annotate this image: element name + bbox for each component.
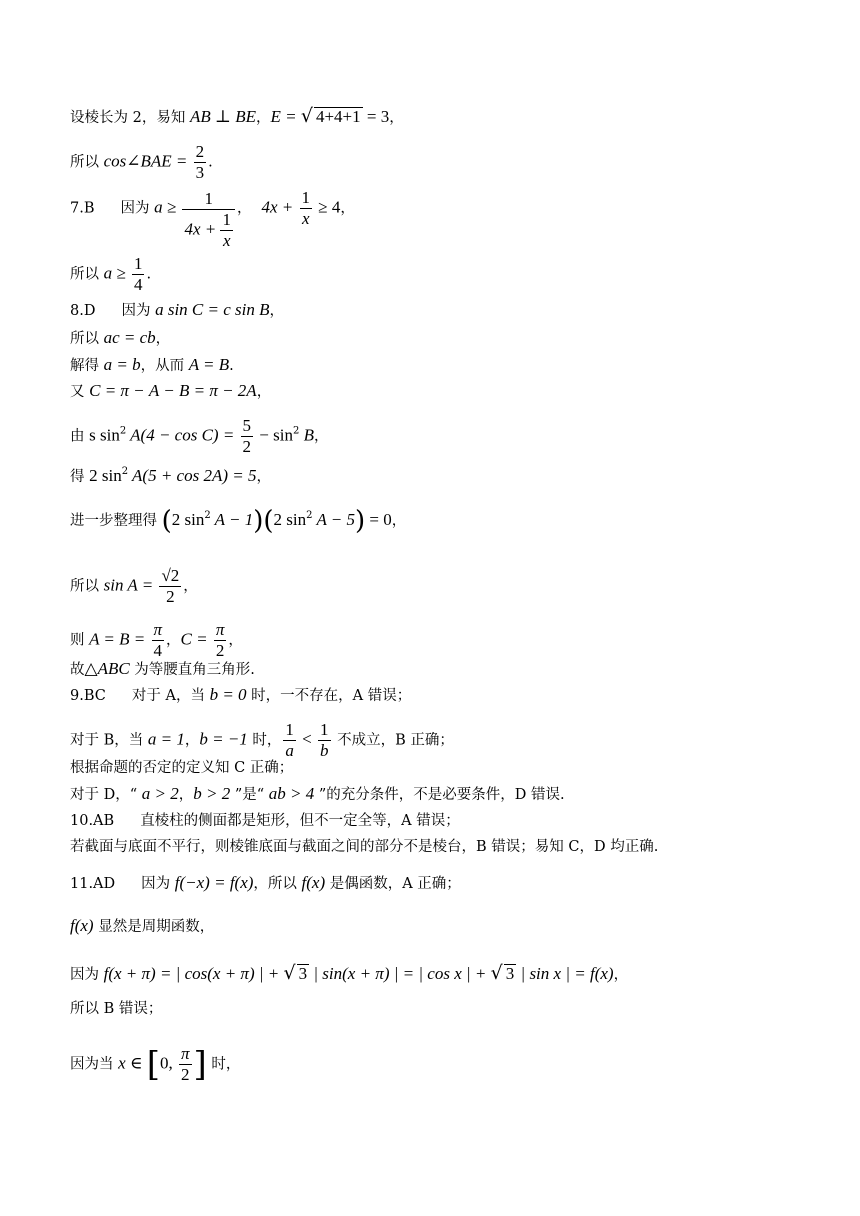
text: 所以 bbox=[70, 578, 104, 595]
exponent: 2 bbox=[306, 510, 313, 521]
numerator: √2 bbox=[161, 566, 180, 585]
radical-sign: √ bbox=[300, 105, 313, 127]
formula: x ∈ bbox=[118, 1053, 147, 1073]
fraction bbox=[132, 254, 145, 295]
solution-line bbox=[70, 916, 214, 937]
denominator: x bbox=[301, 209, 310, 228]
text: 进一步整理得 bbox=[70, 513, 162, 529]
solution-line bbox=[70, 142, 213, 183]
solution-line bbox=[70, 416, 329, 457]
solution-line bbox=[70, 328, 170, 349]
exponent: 2 bbox=[121, 466, 129, 477]
text: 所以 bbox=[70, 266, 104, 283]
question-label: 7.B bbox=[70, 200, 95, 217]
text: ， bbox=[184, 732, 200, 749]
denominator: 2 bbox=[166, 587, 175, 606]
text: 所以 bbox=[70, 331, 104, 347]
exponent: 2 bbox=[119, 425, 127, 437]
solution-line bbox=[70, 254, 151, 295]
text: 直棱柱的侧面都是矩形，但不一定全等，A 错误； bbox=[140, 813, 460, 829]
text: ， bbox=[391, 513, 407, 529]
formula: f(x + π) = | cos(x + π) | + bbox=[103, 964, 284, 983]
denominator: 2 bbox=[215, 641, 225, 660]
question-label: 8.D bbox=[70, 303, 96, 319]
numerator: 1 bbox=[222, 210, 231, 230]
right-paren: ) bbox=[253, 506, 264, 536]
fraction bbox=[182, 189, 235, 251]
text: 因为 bbox=[70, 967, 104, 983]
solution-line bbox=[70, 506, 407, 536]
radical-sign: √ bbox=[490, 962, 503, 984]
formula: A − 1 bbox=[210, 510, 254, 529]
denominator: 4 bbox=[153, 641, 163, 660]
solution-line bbox=[70, 837, 658, 857]
text: 根据命题的否定的定义知 C 正确； bbox=[70, 760, 294, 776]
text: 若截面与底面不平行，则棱锥底面与截面之间的部分不是棱台，B 错误；易知 C，D 均正确. bbox=[70, 839, 659, 855]
formula: △ABC bbox=[84, 659, 130, 678]
denominator bbox=[182, 210, 235, 251]
text: 故 bbox=[70, 662, 85, 678]
text: 显然是周期函数， bbox=[93, 919, 215, 935]
solution-line bbox=[70, 685, 411, 706]
fraction bbox=[300, 188, 313, 229]
text: ， bbox=[340, 200, 355, 217]
text: ”是“ bbox=[230, 787, 269, 803]
formula: 0, bbox=[160, 1053, 178, 1073]
formula: a ≥ bbox=[103, 263, 130, 283]
text: 则 bbox=[70, 632, 90, 649]
formula: < bbox=[297, 729, 317, 749]
exponent: 2 bbox=[292, 425, 300, 437]
formula: ab > 4 bbox=[268, 784, 315, 803]
text: 为等腰直角三角形. bbox=[129, 662, 255, 678]
text: 解得 bbox=[70, 358, 104, 374]
formula: a sin C = c sin B bbox=[155, 300, 270, 319]
question-label: 11.AD bbox=[70, 876, 116, 892]
solution-line bbox=[70, 999, 162, 1019]
formula: f(x) bbox=[301, 873, 326, 892]
text: 因为 bbox=[121, 303, 156, 319]
right-paren: ) bbox=[355, 506, 366, 536]
text: ， bbox=[389, 110, 404, 126]
text: ， bbox=[178, 787, 194, 803]
numerator: π bbox=[215, 620, 225, 639]
text: 所以 B 错误； bbox=[70, 1001, 163, 1017]
denominator: b bbox=[320, 741, 329, 760]
left-paren: ( bbox=[161, 506, 172, 536]
formula: ≥ 4 bbox=[314, 197, 341, 217]
text: ， bbox=[314, 428, 329, 445]
denominator: a bbox=[285, 741, 294, 760]
formula: a ≥ bbox=[154, 197, 181, 217]
formula: 2 sin bbox=[273, 510, 307, 529]
text: . bbox=[208, 154, 213, 171]
formula: 4x + bbox=[261, 197, 298, 217]
formula: b = −1 bbox=[199, 729, 248, 749]
text: 由 bbox=[70, 428, 90, 445]
formula: ac = cb bbox=[103, 328, 156, 347]
numerator: 1 bbox=[301, 188, 311, 207]
solution-line bbox=[70, 106, 404, 128]
formula: E = bbox=[270, 107, 301, 126]
text: ， bbox=[183, 578, 198, 595]
text: ， bbox=[256, 469, 271, 485]
formula: s sin bbox=[89, 425, 120, 445]
text: 对于 D，“ bbox=[70, 787, 142, 803]
text: ， bbox=[236, 200, 252, 217]
text: 时， bbox=[247, 732, 282, 749]
text: 因为 bbox=[141, 876, 175, 892]
solution-line bbox=[70, 355, 234, 376]
formula: | sin(x + π) | = | cos x | + bbox=[309, 964, 491, 983]
denominator: 3 bbox=[195, 163, 205, 182]
fraction bbox=[283, 720, 296, 761]
fraction bbox=[179, 1044, 192, 1085]
denominator: 4 bbox=[133, 275, 143, 294]
formula: f(−x) = f(x) bbox=[174, 873, 254, 892]
formula: B bbox=[299, 425, 314, 445]
formula: A = B = bbox=[89, 629, 150, 649]
left-bracket: [ bbox=[146, 1044, 161, 1085]
fraction bbox=[241, 416, 254, 457]
text: . bbox=[229, 358, 234, 374]
solution-line bbox=[70, 720, 454, 761]
numerator: 1 bbox=[285, 720, 294, 739]
exponent: 2 bbox=[204, 510, 211, 521]
fraction bbox=[159, 566, 181, 607]
formula: AB ⊥ BE bbox=[189, 107, 256, 126]
formula: b = 0 bbox=[209, 685, 247, 704]
numerator: 5 bbox=[242, 416, 252, 435]
text: ， bbox=[255, 110, 271, 126]
text: 所以 bbox=[70, 154, 104, 171]
formula: A(5 + cos 2A) = 5 bbox=[128, 466, 257, 485]
solution-line bbox=[70, 188, 355, 251]
text: 设棱长为 2，易知 bbox=[70, 110, 190, 126]
text: . bbox=[146, 266, 152, 283]
question-label: 9.BC bbox=[70, 688, 106, 704]
formula: C = π − A − B = π − 2A bbox=[89, 381, 257, 400]
fraction bbox=[220, 210, 233, 251]
text: ， bbox=[269, 303, 284, 319]
solution-line bbox=[70, 873, 461, 894]
solution-line bbox=[70, 758, 293, 778]
formula: 4x + bbox=[184, 219, 221, 239]
formula: 2 sin bbox=[89, 466, 122, 485]
solution-line bbox=[70, 566, 198, 607]
text: 因为 bbox=[120, 200, 155, 217]
formula: = 3 bbox=[362, 107, 390, 126]
formula: − sin bbox=[255, 425, 293, 445]
right-bracket: ] bbox=[193, 1044, 207, 1085]
radical-sign: √ bbox=[283, 962, 296, 984]
solution-line bbox=[70, 963, 628, 985]
formula: a = 1 bbox=[147, 729, 185, 749]
formula: = 0 bbox=[365, 510, 392, 529]
text: ，从而 bbox=[140, 358, 189, 374]
solution-line bbox=[70, 659, 255, 680]
numerator: 1 bbox=[133, 254, 143, 273]
text: ， bbox=[256, 384, 272, 400]
solution-line bbox=[70, 1044, 240, 1085]
fraction bbox=[318, 720, 331, 761]
fraction bbox=[152, 620, 165, 661]
formula: A = B bbox=[188, 355, 230, 374]
left-paren: ( bbox=[263, 506, 274, 536]
fraction bbox=[214, 620, 227, 661]
formula: a = b bbox=[103, 355, 141, 374]
text: 不成立，B 正确； bbox=[332, 732, 454, 749]
formula: b > 2 bbox=[193, 784, 231, 803]
solution-line bbox=[70, 300, 284, 321]
text: ， bbox=[155, 331, 171, 347]
numerator: 2 bbox=[195, 142, 205, 161]
text: ”的充分条件，不是必要条件，D 错误. bbox=[314, 787, 565, 803]
text: 得 bbox=[70, 469, 90, 485]
text: ， bbox=[613, 967, 629, 983]
formula: cos∠BAE = bbox=[103, 151, 192, 171]
radicand: 4+4+1 bbox=[315, 107, 361, 126]
formula: A(4 − cos C) = bbox=[126, 425, 239, 445]
numerator: 1 bbox=[320, 720, 329, 739]
numerator: 1 bbox=[182, 189, 235, 210]
formula: f(x) bbox=[70, 916, 94, 935]
text: 时，一不存在，A 错误； bbox=[246, 688, 412, 704]
formula: sin A = bbox=[103, 575, 158, 595]
solution-line bbox=[70, 381, 271, 402]
text: ， bbox=[228, 632, 243, 649]
text: 对于 B，当 bbox=[70, 732, 148, 749]
formula: C = bbox=[180, 629, 212, 649]
formula: | sin x | = f(x) bbox=[516, 964, 614, 983]
radicand: 3 bbox=[505, 964, 515, 983]
radicand: 3 bbox=[298, 964, 308, 983]
fraction bbox=[194, 142, 207, 183]
formula: A − 5 bbox=[312, 510, 356, 529]
question-label: 10.AB bbox=[70, 813, 115, 829]
formula: a > 2 bbox=[141, 784, 179, 803]
denominator: 2 bbox=[181, 1065, 190, 1084]
solution-line bbox=[70, 620, 243, 661]
numerator: π bbox=[153, 620, 163, 639]
solution-line bbox=[70, 784, 565, 805]
text: ，所以 bbox=[253, 876, 302, 892]
text: 又 bbox=[70, 384, 90, 400]
denominator: x bbox=[222, 231, 231, 251]
solution-line bbox=[70, 462, 271, 487]
text: ， bbox=[166, 632, 181, 649]
formula: 2 sin bbox=[171, 510, 205, 529]
text: 对于 A，当 bbox=[131, 688, 210, 704]
text: 时， bbox=[206, 1056, 241, 1073]
numerator: π bbox=[181, 1044, 190, 1063]
solution-line bbox=[70, 811, 460, 831]
denominator: 2 bbox=[242, 437, 252, 456]
text: 因为当 bbox=[70, 1056, 119, 1073]
text: 是偶函数，A 正确； bbox=[325, 876, 461, 892]
